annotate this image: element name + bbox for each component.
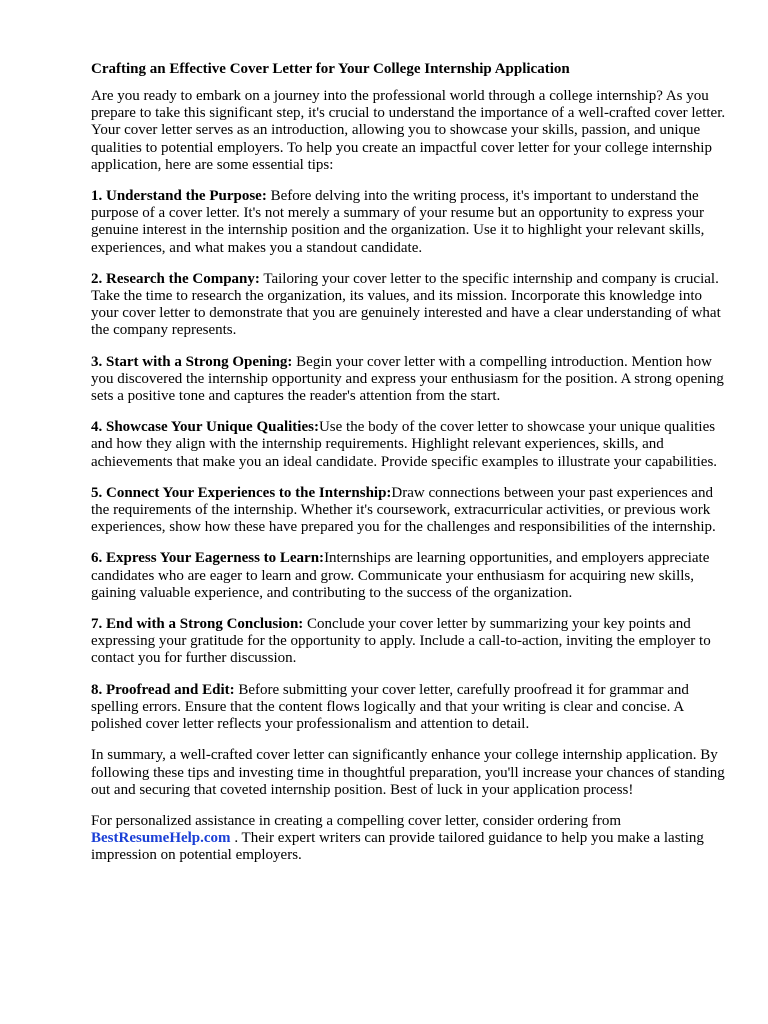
bestresumehelp-link[interactable]: BestResumeHelp.com [91, 830, 231, 847]
tip-body-6: Internships are learning opportunities, and employers appreciate candidates who are eager to learn and grow. Communicate your enthusiasm for acquiring new skills, gaining valuable experience, and contributing to the success of the organization. [91, 550, 710, 601]
closing-text-after-link: . Their expert writers can provide tailored guidance to help you make a lasting impression on potential employers. [91, 830, 704, 864]
tip-paragraph-3 [91, 354, 731, 406]
tip-heading-6: 6. Express Your Eagerness to Learn: [91, 550, 325, 567]
tip-heading-4: 4. Showcase Your Unique Qualities: [91, 419, 319, 436]
page-title: Crafting an Effective Cover Letter for Your College Internship Application [91, 61, 570, 77]
tip-paragraph-7 [91, 616, 731, 668]
tip-paragraph-2 [91, 271, 731, 340]
tip-paragraph-8 [91, 682, 731, 734]
tip-paragraph-6 [91, 550, 731, 602]
intro-paragraph: Are you ready to embark on a journey into the professional world through a college internship? As you prepare to take this significant step, it's crucial to understand the importance of a well-crafted cover letter. Your cover letter serves as an introduction, allowing you to showcase your skills, passion, and unique qualities to potential employers. To help you create an impactful cover letter for your college internship application, here are some essential tips: [91, 88, 726, 173]
tip-body-2: Tailoring your cover letter to the specific internship and company is crucial. Take the time to research the organization, its values, and its mission. Incorporate this knowledge into your cover letter to demonstrate that you are genuinely interested and have a clear understanding of what the company represents. [91, 270, 721, 339]
tip-heading-8: 8. Proofread and Edit: [91, 681, 235, 698]
tip-heading-2: 2. Research the Company: [91, 270, 260, 287]
summary-paragraph: In summary, a well-crafted cover letter can significantly enhance your college internship application. By following these tips and investing time in thoughtful preparation, you'll increase your chances of standing out and securing that coveted internship position. Best of luck in your application process! [91, 747, 725, 798]
tip-heading-1: 1. Understand the Purpose: [91, 188, 267, 205]
tip-paragraph-1 [91, 188, 731, 257]
tip-body-8: Before submitting your cover letter, carefully proofread it for grammar and spelling errors. Ensure that the content flows logically and that your writing is clear and concise. A polished cover letter reflects your professionalism and attention to detail. [91, 681, 689, 733]
tip-body-7: Conclude your cover letter by summarizing your key points and expressing your gratitude for the opportunity to apply. Include a call-to-action, inviting the employer to contact you for further discussion. [91, 616, 711, 667]
closing-paragraph [91, 813, 731, 865]
closing-text-before-link: For personalized assistance in creating a compelling cover letter, consider ordering from [91, 812, 622, 829]
document-page [91, 60, 731, 879]
tip-heading-3: 3. Start with a Strong Opening: [91, 353, 293, 370]
tip-body-5: Draw connections between your past experiences and the requirements of the internship. Whether it's coursework, extracurricular activities, or previous work experiences, show how these have prepared you for the challenges and responsibilities of the internship. [91, 484, 716, 536]
tip-paragraph-4 [91, 419, 731, 471]
tip-body-4: Use the body of the cover letter to showcase your unique qualities and how they align with the internship requirements. Highlight relevant experiences, skills, and achievements that make you an ideal candidate. Provide specific examples to illustrate your capabilities. [91, 419, 718, 470]
tip-heading-5: 5. Connect Your Experiences to the Internship: [91, 484, 392, 501]
tip-heading-7: 7. End with a Strong Conclusion: [91, 616, 304, 633]
tip-paragraph-5 [91, 485, 731, 537]
tip-body-1: Before delving into the writing process, it's important to understand the purpose of a cover letter. It's not merely a summary of your resume but an opportunity to express your genuine interest in the internship position and the organization. Use it to highlight your relevant skills, experiences, and what makes you a standout candidate. [91, 188, 705, 256]
tip-body-3: Begin your cover letter with a compelling introduction. Mention how you discovered the internship opportunity and express your enthusiasm for the position. A strong opening sets a positive tone and captures the reader's attention from the start. [91, 353, 724, 405]
